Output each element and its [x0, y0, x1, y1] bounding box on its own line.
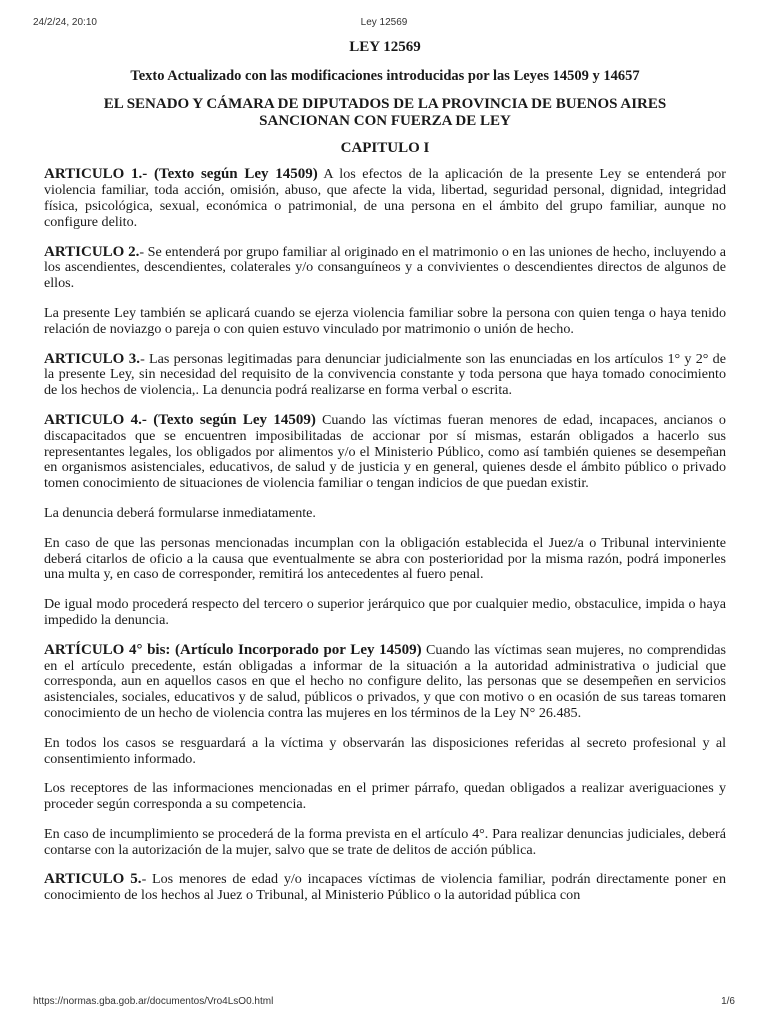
article-4-paragraph — [44, 536, 726, 583]
print-tab-title: Ley 12569 — [360, 17, 408, 28]
article-2 — [44, 245, 726, 292]
article-4 — [44, 413, 726, 492]
law-subtitle: Texto Actualizado con las modificaciones introducidas por las Leyes 14509 y 14657 — [130, 67, 640, 84]
article-text: Cuando las víctimas sean mujeres, no comprendidas en el artículo precedente, están obligadas a informar de la situación a la autoridad administrativa o judicial que corresponda, aun en aquellos casos en que el hecho no configure delito, las personas que se desempeñen en servicios asistenciales, sociales, educativos y de salud, públicos o privados, y que con motivo o en ocasión de sus tareas tomaren conocimiento de un hecho de violencia contra las mujeres en los términos de la Ley N° 26.485. — [44, 641, 727, 721]
article-label: ARTICULO 2. — [44, 243, 140, 260]
article-label: ARTÍCULO 4° bis: (Artículo Incorporado por Ley 14509) — [44, 641, 422, 658]
paragraph-text: La denuncia deberá formularse inmediatamente. — [44, 504, 316, 521]
article-label: ARTICULO 1.- (Texto según Ley 14509) — [44, 166, 318, 183]
paragraph-text: En caso de incumplimiento se procederá de la forma prevista en el artículo 4°. Para realizar denuncias judiciales, deberá contarse con la autorización de la mujer, salvo que se trate de delitos de acción pública. — [44, 825, 726, 858]
article-label: ARTICULO 3. — [44, 350, 141, 367]
article-text: A los efectos de la aplicación de la presente Ley se entenderá por violencia familiar, toda acción, omisión, abuso, que afecte la vida, libertad, seguridad personal, dignidad, integridad física, psicológica, sexual, económica o patrimonial, de una persona en el ámbito del grupo familiar, aunque no configure delito. — [44, 166, 726, 230]
chapter-heading: CAPITULO I — [340, 139, 430, 156]
article-text: - Se entenderá por grupo familiar al originado en el matrimonio o en las uniones de hecho, incluyendo a los ascendientes, descendientes, colaterales y/o consanguíneos y a convivientes o descendientes directos de algunos de ellos. — [44, 243, 726, 292]
enactment-line-2: SANCIONAN CON FUERZA DE LEY — [259, 112, 511, 129]
paragraph-text: En caso de que las personas mencionadas incumplan con la obligación establecida el Juez/a o Tribunal interviniente deberá citarlos de oficio a la causa que eventualmente se abra con posterioridad por la misma razón, podrá imponerles una multa y, en caso de corresponder, remitirá los antecedentes al fuero penal. — [44, 534, 726, 583]
paragraph-text: Los receptores de las informaciones mencionadas en el primer párrafo, quedan obligados a realizar averiguaciones y proceder según corresponda a su competencia. — [44, 780, 726, 813]
article-5 — [44, 872, 726, 904]
article-4-bis-paragraph — [44, 781, 726, 813]
article-label: ARTICULO 4.- (Texto según Ley 14509) — [44, 411, 316, 428]
law-title: LEY 12569 — [349, 39, 421, 55]
document-body — [44, 40, 726, 918]
print-datetime: 24/2/24, 20:10 — [33, 17, 97, 28]
enactment-line-1: EL SENADO Y CÁMARA DE DIPUTADOS DE LA PROVINCIA DE BUENOS AIRES — [103, 95, 667, 112]
article-4-paragraph — [44, 506, 726, 522]
article-text: Cuando las víctimas fueran menores de edad, incapaces, ancianos o discapacitados que se encuentren imposibilitadas de accionar por sí mismas, estarán obligados a hacerlo sus representantes legales, los obligados por alimentos y/o el Ministerio Público, como así también quienes se desempeñan en organismos asistenciales, educativos, de salud y de justicia y en general, quienes desde el ámbito público o privado tomen conocimiento de situaciones de violencia familiar o tengan indicios de que puedan existir. — [44, 411, 726, 492]
paragraph-text: La presente Ley también se aplicará cuando se ejerza violencia familiar sobre la persona con quien tenga o haya tenido relación de noviazgo o pareja o con quien estuvo vinculado por matrimonio o unión de hecho. — [44, 304, 726, 337]
browser-print-header — [0, 17, 768, 31]
article-text: - Los menores de edad y/o incapaces víctimas de violencia familiar, podrán directamente poner en conocimiento de los hechos al Juez o Tribunal, al Ministerio Público o la autoridad pública con — [44, 871, 726, 904]
article-4-bis — [44, 643, 726, 722]
print-url: https://normas.gba.gob.ar/documentos/Vro4LsO0.html — [33, 996, 274, 1007]
paragraph-text: De igual modo procederá respecto del tercero o superior jerárquico que por cualquier medio, obstaculice, impida o haya impedido la denuncia. — [44, 596, 726, 628]
article-4-bis-paragraph — [44, 827, 726, 859]
article-4-paragraph — [44, 597, 726, 629]
browser-print-footer — [0, 996, 768, 1010]
article-4-bis-paragraph — [44, 736, 726, 768]
article-label: ARTICULO 5. — [44, 871, 142, 888]
article-2-paragraph — [44, 306, 726, 338]
paragraph-text: En todos los casos se resguardará a la víctima y observarán las disposiciones referidas al secreto profesional y al consentimiento informado. — [44, 734, 726, 767]
article-3 — [44, 352, 726, 399]
print-page-number: 1/6 — [721, 996, 735, 1007]
article-1 — [44, 167, 726, 230]
enactment-formula — [44, 96, 726, 130]
article-text: - Las personas legitimadas para denunciar judicialmente son las enunciadas en los artículos 1° y 2° de la presente Ley, sin necesidad del requisito de la convivencia constante y toda persona que haya tomado conocimiento de los hechos de violencia,. La denuncia podrá realizarse en forma verbal o escrita. — [44, 350, 726, 399]
